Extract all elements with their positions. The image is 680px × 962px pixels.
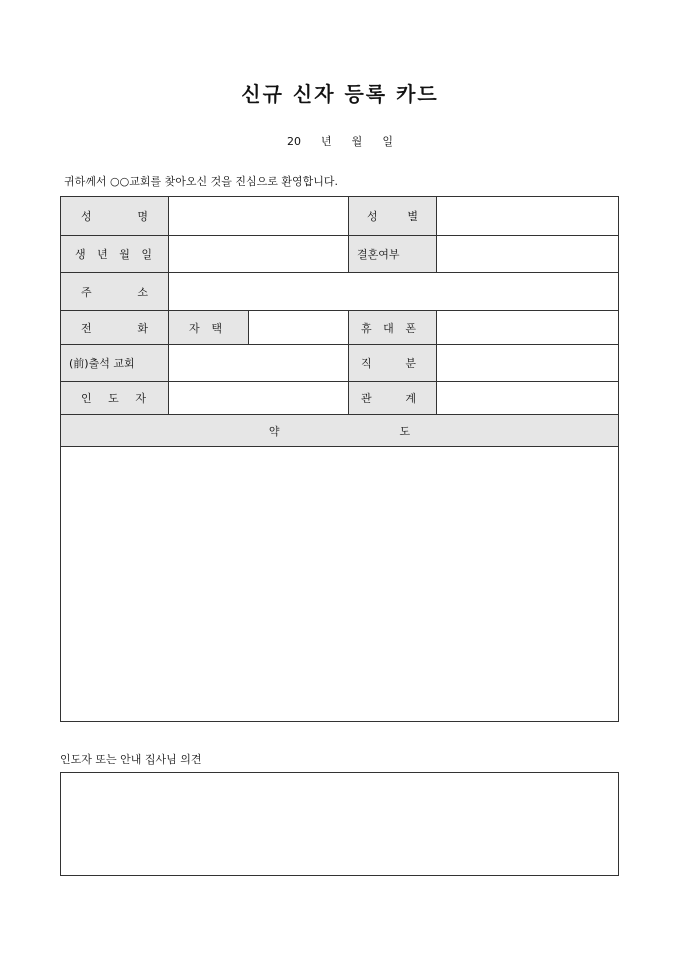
- input-birthdate[interactable]: [169, 236, 349, 273]
- label-home-phone: 자 택: [169, 311, 249, 345]
- input-gender[interactable]: [437, 197, 619, 236]
- input-guide[interactable]: [169, 382, 349, 415]
- map-drawing-area[interactable]: [61, 447, 619, 722]
- label-previous-church: (前)출석 교회: [61, 345, 169, 382]
- label-birthdate: 생 년 월 일: [61, 236, 169, 273]
- welcome-message: 귀하께서 ○○교회를 찾아오신 것을 진심으로 환영합니다.: [64, 175, 338, 188]
- date-line: [0, 133, 680, 149]
- map-header: 약 도: [61, 415, 619, 447]
- label-gender: 성 별: [349, 197, 437, 236]
- label-address: 주 소: [61, 273, 169, 311]
- date-year-prefix: 20: [287, 135, 302, 148]
- input-home-phone[interactable]: [249, 311, 349, 345]
- opinion-input-box[interactable]: [60, 772, 619, 876]
- label-guide: 인 도 자: [61, 382, 169, 415]
- input-previous-church[interactable]: [169, 345, 349, 382]
- label-mobile-phone: 휴 대 폰: [349, 311, 437, 345]
- input-relationship[interactable]: [437, 382, 619, 415]
- input-church-position[interactable]: [437, 345, 619, 382]
- date-year: 년: [321, 135, 332, 148]
- date-month: 월: [351, 135, 363, 148]
- input-marital-status[interactable]: [437, 236, 619, 273]
- opinion-label: 인도자 또는 안내 집사님 의견: [60, 753, 202, 766]
- label-relationship: 관 계: [349, 382, 437, 415]
- page-title: 신규 신자 등록 카드: [241, 82, 439, 106]
- input-mobile-phone[interactable]: [437, 311, 619, 345]
- registration-form: [60, 196, 619, 722]
- date-day: 일: [382, 135, 393, 148]
- input-name[interactable]: [169, 197, 349, 236]
- label-marital-status: 결혼여부: [349, 236, 437, 273]
- label-name: 성 명: [61, 197, 169, 236]
- label-phone: 전 화: [61, 311, 169, 345]
- label-church-position: 직 분: [349, 345, 437, 382]
- input-address[interactable]: [169, 273, 619, 311]
